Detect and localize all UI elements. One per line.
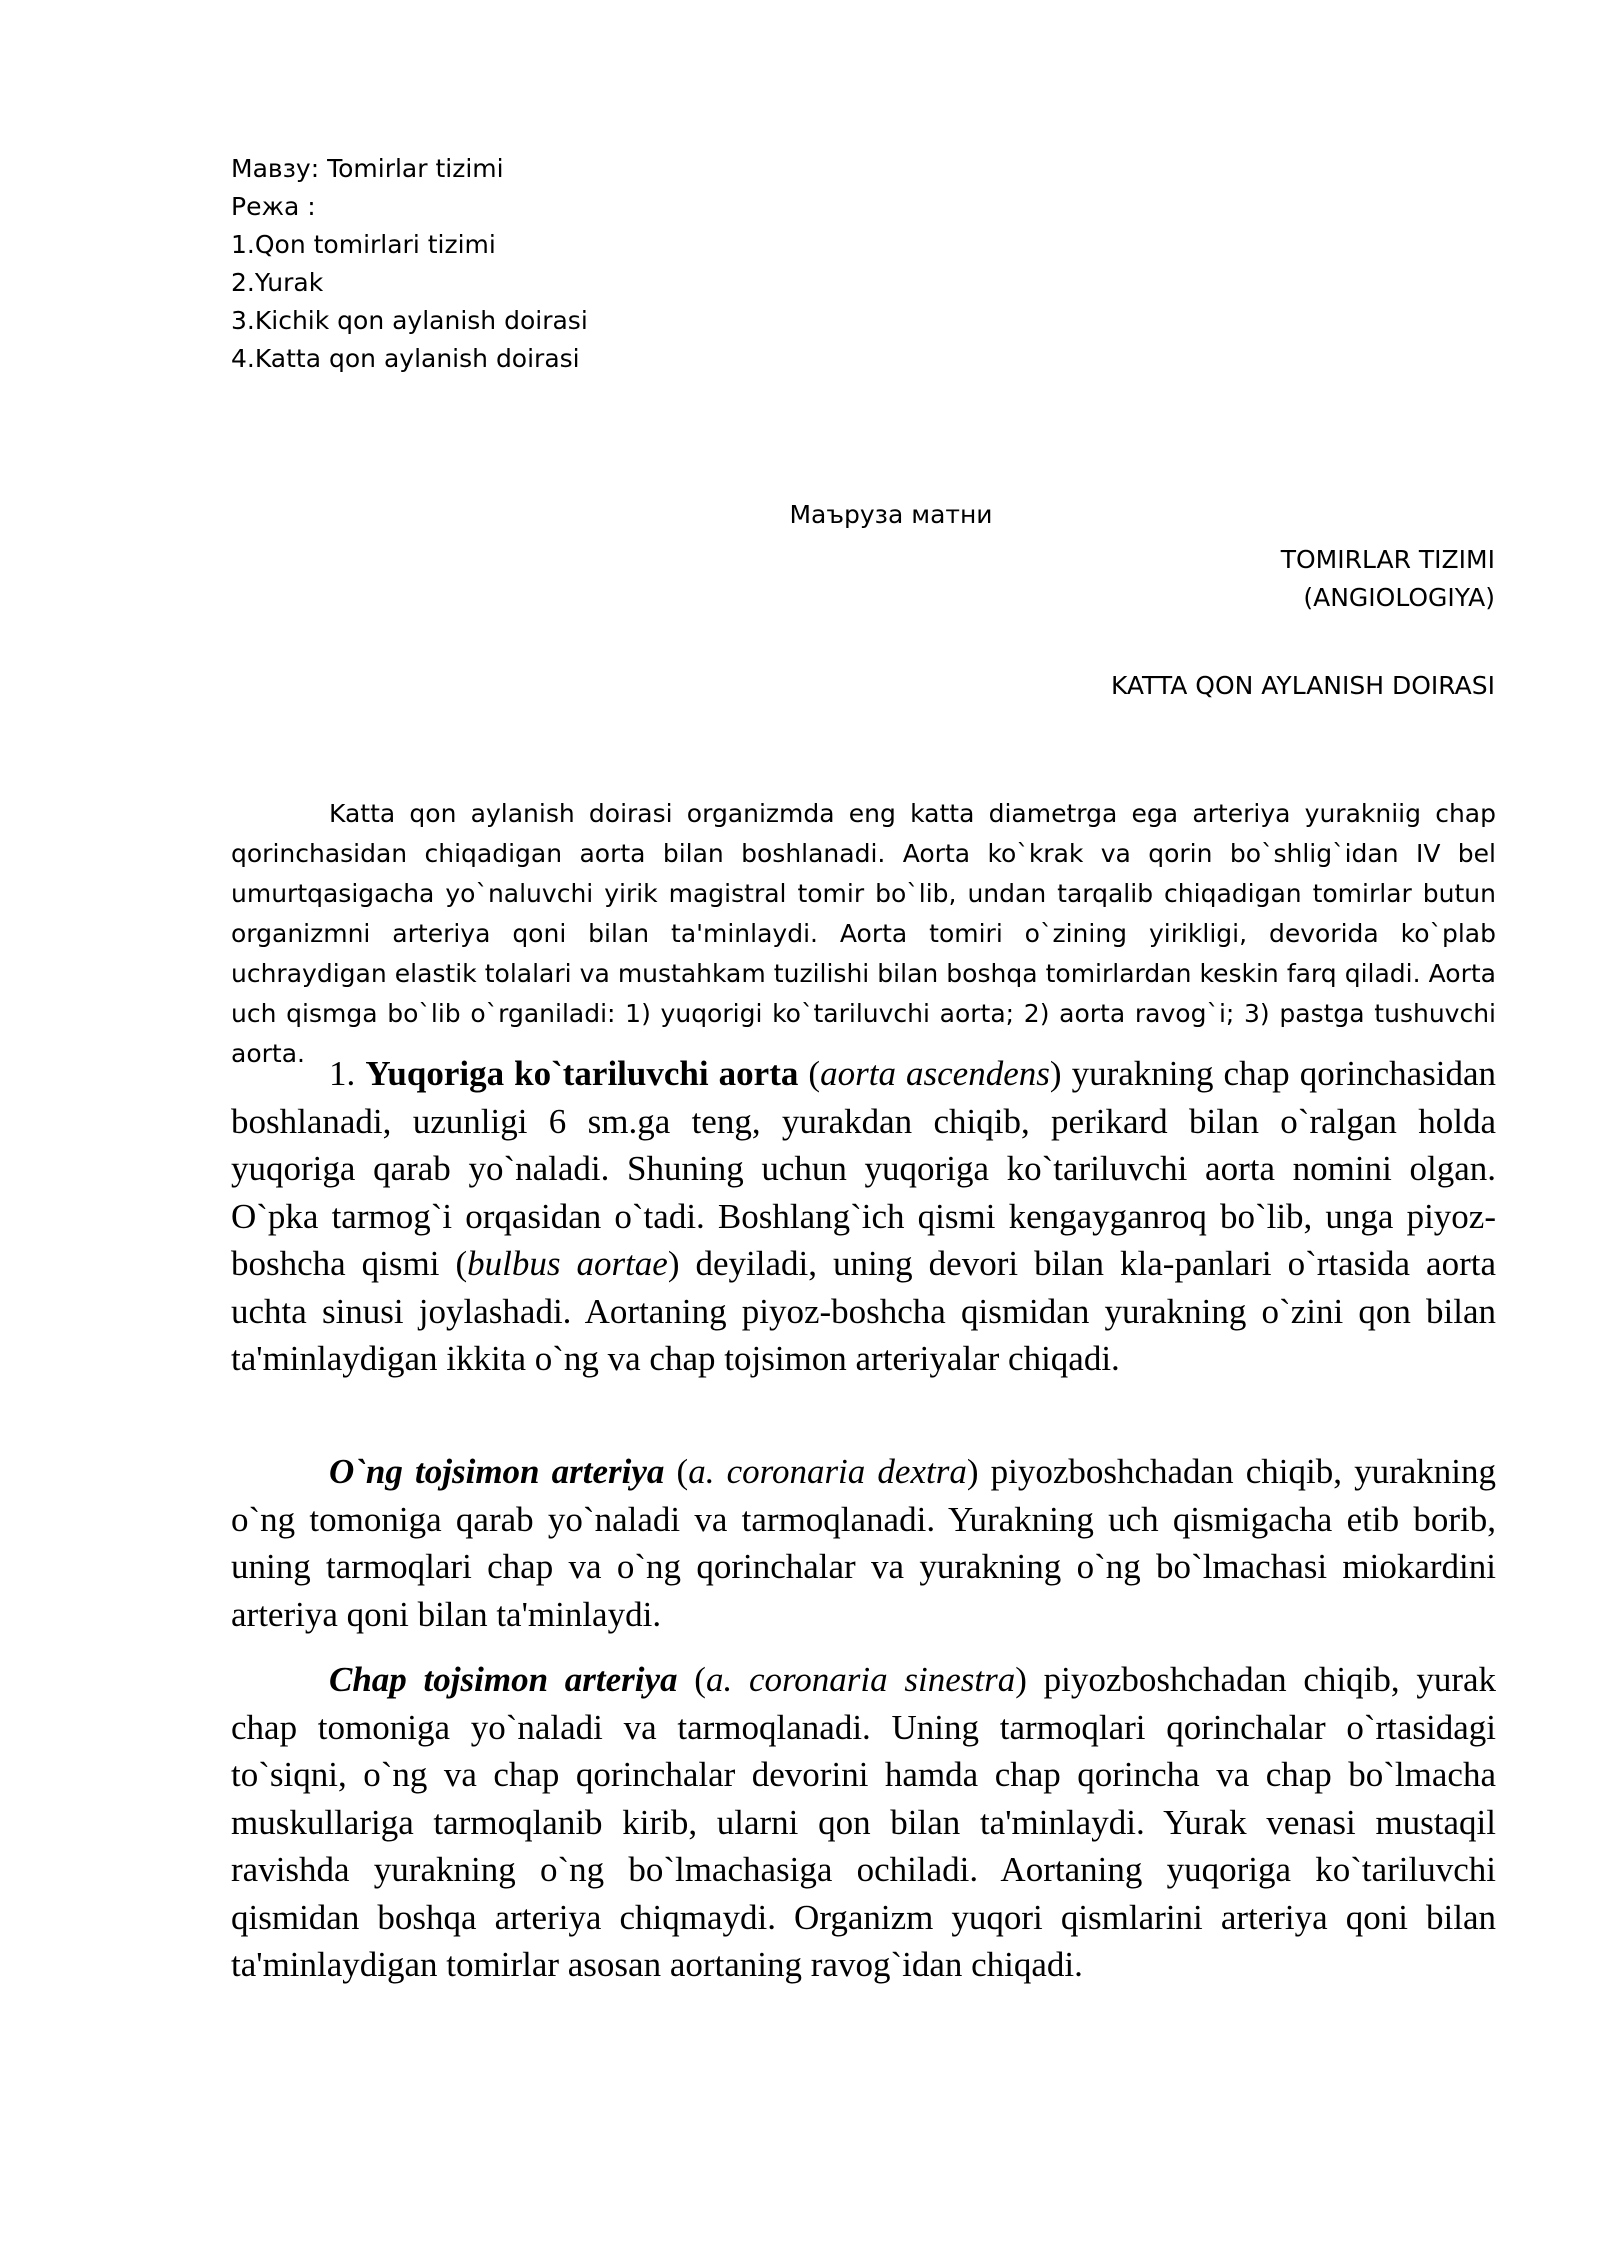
plan-item: 4.Katta qon aylanish doirasi <box>231 344 580 373</box>
paragraph-text: ) deyiladi, uning devori bilan kla-panlari o`rtasida aorta uchta sinusi joylashadi. Aortaning piyoz-boshcha qismidan yurakning o`zini qon bilan ta'minlaydigan ikkita o`ng va chap tojsimon arteriyalar chiqadi. <box>231 1244 1496 1378</box>
paren: ( <box>798 1054 821 1093</box>
latin-term: bulbus aortae <box>467 1244 668 1283</box>
term-bold: Yuqoriga ko`tariluvchi aorta <box>365 1054 799 1093</box>
right-coronary-paragraph <box>231 1448 1496 1638</box>
lecture-text-label: Маъруза матни <box>789 500 993 529</box>
ascending-aorta-paragraph <box>231 1050 1496 1383</box>
section-title: KATTA QON AYLANISH DOIRASI <box>1110 671 1495 700</box>
lecture-header <box>231 150 931 378</box>
term-bold-italic: O`ng tojsimon arteriya <box>329 1452 665 1491</box>
paragraph-number: 1. <box>329 1054 356 1093</box>
topic-line: Мавзу: Tomirlar tizimi <box>231 154 504 183</box>
chapter-subtitle: (ANGIOLOGIYA) <box>1303 583 1495 612</box>
plan-item: 2.Yurak <box>231 268 324 297</box>
paren: ( <box>677 1660 706 1699</box>
term-bold-italic: Chap tojsimon arteriya <box>329 1660 678 1699</box>
paragraph-text: ) yurakning chap qorinchasidan boshlanadi, uzunligi 6 sm.ga teng, yurakdan chiqib, perikard bilan o`ralgan holda yuqoriga qarab yo`naladi. Shuning uchun yuqoriga ko`tariluvchi aorta nomini olgan. O`pka tarmog`i orqasidan o`tadi. Boshlang`ich qismi kengayganroq bo`lib, unga piyoz-boshcha qismi ( <box>231 1054 1497 1283</box>
chapter-title: TOMIRLAR TIZIMI <box>1280 545 1495 574</box>
latin-term: a. coronaria dextra <box>688 1452 967 1491</box>
paren: ( <box>664 1452 689 1491</box>
paragraph-text: ) piyozboshchadan chiqib, yurakning o`ng tomoniga qarab yo`naladi va tarmoqlanadi. Yurakning uch qismigacha etib borib, uning tarmoqlari chap va o`ng qorinchalar va yurakning o`ng bo`lmachasi miokardini arteriya qoni bilan ta'minlaydi. <box>231 1452 1497 1634</box>
left-coronary-paragraph <box>231 1656 1496 1989</box>
plan-label: Режа : <box>231 192 316 221</box>
plan-item: 3.Kichik qon aylanish doirasi <box>231 306 588 335</box>
intro-paragraph: Katta qon aylanish doirasi organizmda eng katta diametrga ega arteriya yurakniig chap qorinchasidan chiqadigan aorta bilan boshlanadi. Aorta ko`krak va qorin bo`shlig`idan IV bel umurtqasigacha yo`naluvchi yirik magistral tomir bo`lib, undan tarqalib chiqadigan tomirlar butun organizmni arteriya qoni bilan ta'minlaydi. Aorta tomiri o`zining yirikligi, devorida ko`plab uchraydigan elastik tolalari va mustahkam tuzilishi bilan boshqa tomirlardan keskin farq qiladi. Aorta uch qismga bo`lib o`rganiladi: 1) yuqorigi ko`tariluvchi aorta; 2) aorta ravog`i; 3) pastga tushuvchi aorta. <box>231 799 1496 1068</box>
plan-item: 1.Qon tomirlari tizimi <box>231 230 496 259</box>
latin-term: aorta ascendens <box>820 1054 1050 1093</box>
latin-term: a. coronaria sinestra <box>705 1660 1016 1699</box>
paragraph-text: ) piyozboshchadan chiqib, yurak chap tomoniga yo`naladi va tarmoqlanadi. Uning tarmoqlari qorinchalar o`rtasidagi to`siqni, o`ng va chap qorinchalar devorini hamda chap qorincha va chap bo`lmacha muskullariga tarmoqlanib kirib, ularni qon bilan ta'minlaydi. Yurak venasi mustaqil ravishda yurakning o`ng bo`lmachasiga ochiladi. Aortaning yuqoriga ko`tariluvchi qismidan boshqa arteriya chiqmaydi. Organizm yuqori qismlarini arteriya qoni bilan ta'minlaydigan tomirlar asosan aortaning ravog`idan chiqadi. <box>231 1660 1497 1984</box>
